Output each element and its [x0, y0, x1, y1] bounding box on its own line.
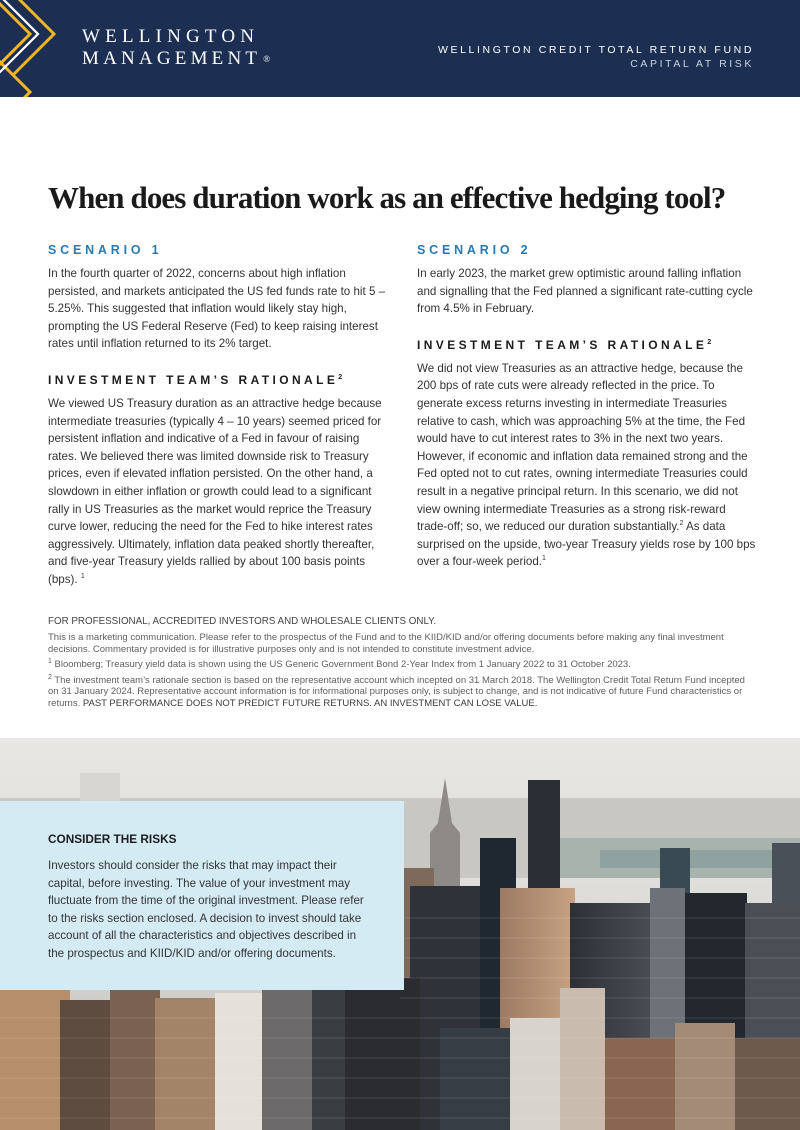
- risks-body: Investors should consider the risks that may impact their capital, before investing. The value of your investment may fluctuate from the time of the original investment. Please refer to the risks section enclosed. A decision to invest should take account of all the characteristics and objectives described in the prospectus and KIID/KID and/or offering documents.: [48, 859, 364, 960]
- capital-at-risk-label: CAPITAL AT RISK: [630, 58, 754, 70]
- footnote-ref: 1: [80, 573, 85, 581]
- footnote-2: $^2$ The investment team’s rationale section is based on the representative account which incepted on 31 March 2018. The Wellington Credit Total Return Fund incepted on 31 January 2024. Representative account information is for informational purposes only, is subject to change, and is not indicative of future Fund characteristics or returns. PAST PERFORMANCE DOES NOT PREDICT FUTURE RETURNS. AN INVESTMENT CAN LOSE VALUE.: [48, 673, 745, 709]
- fund-label: [438, 43, 754, 71]
- footnote-ref: 2: [707, 338, 712, 346]
- scenario-1-heading: SCENARIO 1: [48, 243, 163, 257]
- chevron-mark-icon: [0, 0, 70, 97]
- scenario-1-text: In the fourth quarter of 2022, concerns about high inflation persisted, and markets anticipated the US fed funds rate to hit 5 – 5.25%. This suggested that inflation would likely stay high, prompting the US Federal Reserve (Fed) to keep raising interest rates until inflation returned to its 2% target.: [48, 267, 386, 351]
- fund-name: WELLINGTON CREDIT TOTAL RETURN FUND: [438, 44, 754, 56]
- scenario-1-rationale-heading: INVESTMENT TEAM’S RATIONALE$^2$: [48, 372, 343, 387]
- scenario-2-text: In early 2023, the market grew optimistic around falling inflation and signalling that the Fed planned a significant rate-cutting cycle from 4.5% in February.: [417, 267, 753, 316]
- risks-title: CONSIDER THE RISKS: [48, 832, 177, 846]
- consider-risks-box: [0, 801, 404, 990]
- footnote-ref: 2: [679, 520, 684, 528]
- scenario-2-heading: SCENARIO 2: [417, 243, 532, 257]
- scenario-2-rationale-heading: INVESTMENT TEAM’S RATIONALE$^2$: [417, 337, 712, 352]
- scenario-2-column: [417, 243, 757, 571]
- footnote-ref: 1: [542, 555, 546, 563]
- footnote-1: $^1$ Bloomberg; Treasury yield data is shown using the US Generic Government Bond 2-Year Index from 1 January 2022 to 31 October 2023.: [48, 658, 631, 671]
- header-band: [0, 0, 800, 97]
- logo-line1: WELLINGTON: [82, 26, 260, 47]
- scenario-1-rationale-text: We viewed US Treasury duration as an attractive hedge because intermediate treasuries (typically 4 – 10 years) seemed priced for persistent inflation and indicative of a Fed in favour of raising rates. We believed there was limited downside risk to Treasury prices, even if elevated inflation persisted. On the other hand, a slowdown in either inflation or growth could lead to a significant rally in US Treasuries as the market would reprice the Treasury curve lower, reducing the need for the Fed to hike interest rates aggressively. Ultimately, inflation data peaked shortly thereafter, and five-year Treasury yields rallied by about 100 basis points (bps). $^1$: [48, 396, 382, 586]
- logo: [82, 26, 270, 70]
- registered-mark: ®: [263, 54, 271, 64]
- scenario-1-column: [48, 243, 388, 589]
- page-title: When does duration work as an effective hedging tool?: [48, 180, 726, 215]
- logo-line2: MANAGEMENT ®: [82, 48, 271, 69]
- scenario-2-rationale-text: We did not view Treasuries as an attractive hedge, because the 200 bps of rate cuts were already reflected in the price. To generate excess returns investing in intermediate Treasuries relative to cash, which was approaching 5% at the time, the Fed would have to cut interest rates to 3% in the next two years. However, if economic and inflation data remained strong and the Fed opted not to cut rates, owning intermediate Treasuries could result in a negative principal return. In this scenario, we did not view owning intermediate Treasuries as a strong risk-reward trade-off; so, we reduced our duration substantially.$^2$ As data surprised on the upside, two-year Treasury yields rose by 100 bps over a four-week period.$^1$: [417, 361, 756, 569]
- footnote-ref: 2: [338, 373, 343, 381]
- marketing-note: This is a marketing communication. Please refer to the prospectus of the Fund and to the KIID/KID and/or offering documents before making any final investment decisions. Commentary provided is for illustrative purposes only and is not intended to constitute investment advice.: [48, 632, 724, 655]
- disclaimer-section: [48, 615, 758, 714]
- disclaimer-heading: FOR PROFESSIONAL, ACCREDITED INVESTORS AND WHOLESALE CLIENTS ONLY.: [48, 616, 437, 627]
